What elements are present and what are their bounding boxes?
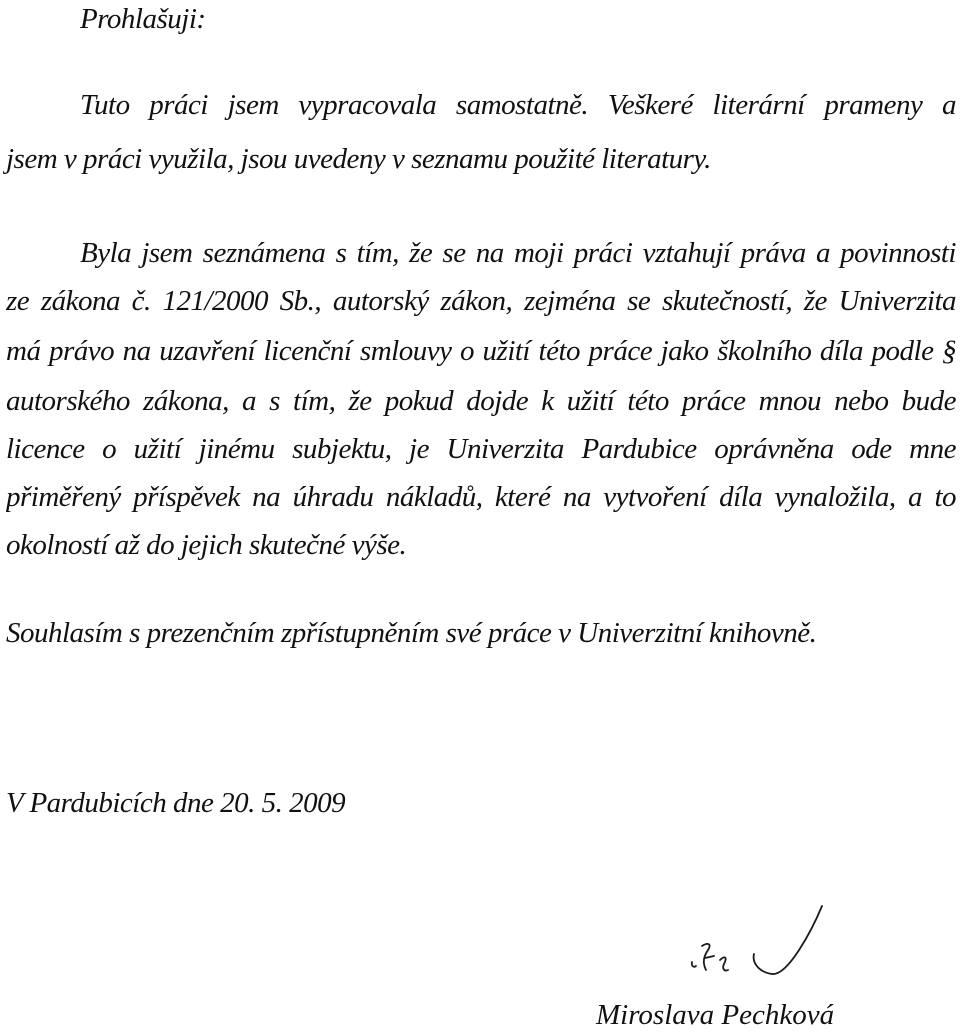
paragraph-2-line-6: přiměřený příspěvek na úhradu nákladů, které na vytvoření díla vynaložila, a to [6,481,956,513]
paragraph-2-line-3: má právo na uzavření licenční smlouvy o užití této práce jako školního díla podle § [6,335,956,367]
declaration-heading: Prohlašuji: [80,3,206,35]
place-and-date: V Pardubicích dne 20. 5. 2009 [6,787,346,819]
paragraph-2-line-1: Byla jsem seznámena s tím, že se na moji práci vztahují práva a povinnosti [80,237,956,269]
handwritten-signature [672,900,832,980]
paragraph-1-line-1: Tuto práci jsem vypracovala samostatně. Veškeré literární prameny a [80,89,956,121]
paragraph-2-line-4: autorského zákona, a s tím, že pokud dojde k užití této práce mnou nebo bude [6,385,956,417]
paragraph-2-line-5: licence o užití jinému subjektu, je Univerzita Pardubice oprávněna ode mne [6,433,956,465]
paragraph-2-line-2: ze zákona č. 121/2000 Sb., autorský zákon, zejména se skutečností, že Univerzita [6,285,956,317]
paragraph-1-line-2: jsem v práci využila, jsou uvedeny v seznamu použité literatury. [6,143,711,175]
paragraph-2-line-7: okolností až do jejich skutečné výše. [6,529,407,561]
signer-name: Miroslava Pechková [596,999,835,1031]
consent-statement: Souhlasím s prezenčním zpřístupněním své práce v Univerzitní knihovně. [6,617,817,649]
